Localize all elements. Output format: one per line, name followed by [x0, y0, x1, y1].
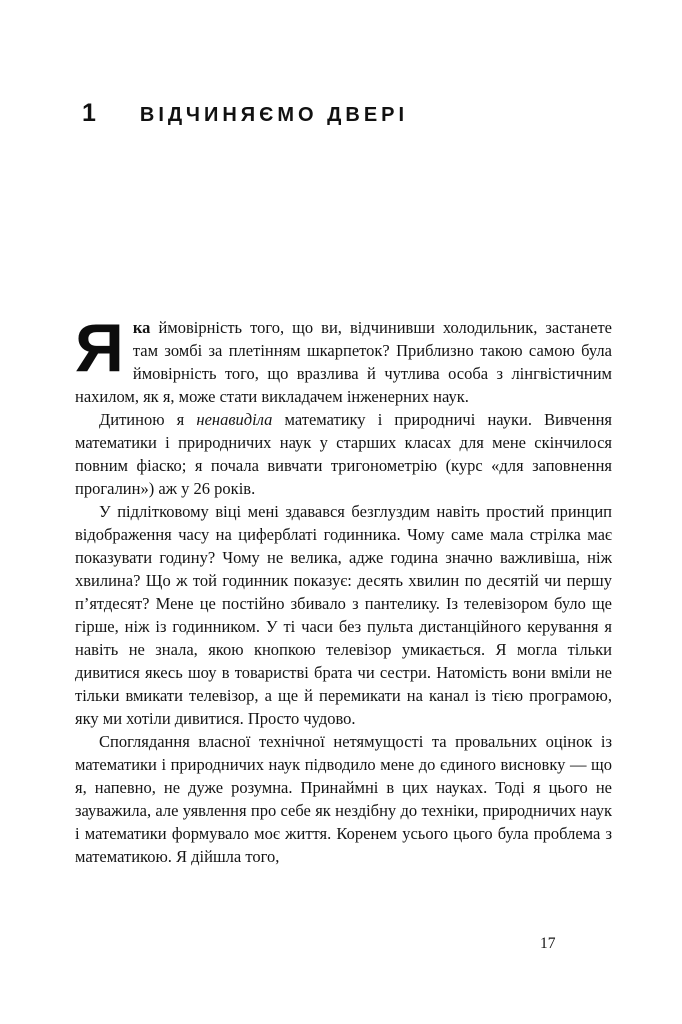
paragraph-2-text-start: Дитиною я — [99, 410, 197, 429]
paragraph-2 — [75, 408, 612, 500]
chapter-header — [82, 101, 408, 126]
paragraph-3: У підлітковому віці мені здавався безглуздим навіть простий принцип відображення часу на циферблаті годинника. Чому саме мала стрілка має показувати годину? Чому не велика, адже година значно важливіша, ніж хвилина? Що ж той годинник показує: десять хвилин по десятій чи першу п’ятдесят? Мене це постійно збивало з пантелику. Із телевізором було ще гірше, ніж із годинником. У ті часи без пульта дистанційного керування я навіть не знала, якою кнопкою телевізор умикається. Я могла тільки дивитися якесь шоу в товаристві брата чи сестри. Натомість вони вміли не тільки вмикати телевізор, а ще й перемикати на канал із тією програмою, яку ми хотіли дивитися. Просто чудово. — [75, 502, 612, 728]
paragraph-1-text: ймовірність того, що ви, відчинивши холодильник, застанете там зомбі за плетінням шкарпеток? Приблизно такою самою була ймовірність того, що вразлива й чутлива особа з лінгвістичним нахилом, як я, може стати викладачем інженерних наук. — [75, 318, 612, 406]
chapter-title: ВІДЧИНЯЄМО ДВЕРІ — [139, 104, 409, 126]
paragraph-4: Споглядання власної технічної нетямущості та провальних оцінок із математики і природничих наук підводило мене до єдиного висновку — що я, напевно, не дуже розумна. Принаймні в цих науках. Тоді я цього не зауважила, але уявлення про себе як нездібну до техніки, природничих наук і математики формувало моє життя. Коренем усього цього була проблема з математикою. Я дійшла того, — [75, 732, 612, 866]
paragraph-1 — [75, 310, 612, 408]
dropcap-letter: Я — [75, 310, 124, 386]
chapter-number: 1 — [82, 99, 96, 127]
paragraph-2-italic-word: ненавиділа — [196, 410, 273, 429]
body-text — [75, 310, 613, 868]
paragraph-2-text-end: математику і природничі науки. Вивчення математики і природничих наук у старших класах для мене скінчилося повним фіаско; я почала вивчати тригонометрію (курс «для заповнення прогалин») аж у 26 років. — [75, 410, 613, 498]
paragraph-1-lead: ка — [132, 318, 151, 337]
page-number: 17 — [540, 935, 556, 952]
